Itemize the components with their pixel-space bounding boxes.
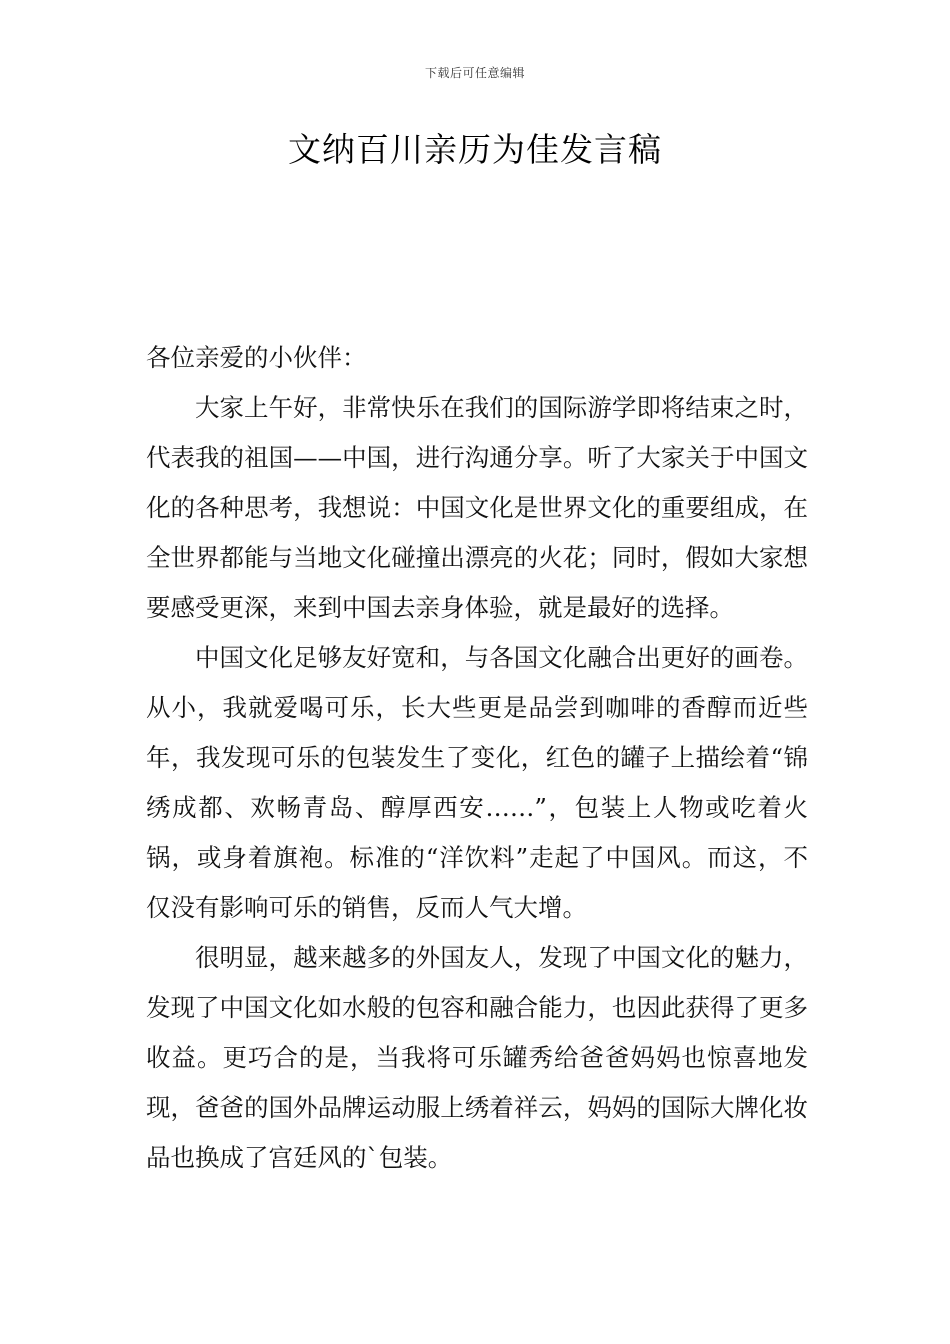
- document-body: [146, 333, 808, 1183]
- document-title: 文纳百川亲历为佳发言稿: [288, 130, 662, 169]
- paragraph-1: 大家上午好，非常快乐在我们的国际游学即将结束之时，代表我的祖国——中国，进行沟通分享。听了大家关于中国文化的各种思考，我想说：中国文化是世界文化的重要组成，在全世界都能与当地文化碰撞出漂亮的火花；同时，假如大家想要感受更深，来到中国去亲身体验，就是最好的选择。: [146, 393, 808, 622]
- salutation: 各位亲爱的小伙伴：: [146, 343, 367, 372]
- header-note: 下载后可任意编辑: [424, 66, 525, 80]
- paragraph-3: 很明显，越来越多的外国友人，发现了中国文化的魅力，发现了中国文化如水般的包容和融合能力，也因此获得了更多收益。更巧合的是，当我将可乐罐秀给爸爸妈妈也惊喜地发现，爸爸的国外品牌运动服上绣着祥云，妈妈的国际大牌化妆品也换成了宫廷风的`包装。: [146, 943, 808, 1172]
- paragraph-2: 中国文化足够友好宽和，与各国文化融合出更好的画卷。从小，我就爱喝可乐，长大些更是品尝到咖啡的香醇而近些年，我发现可乐的包装发生了变化，红色的罐子上描绘着“锦绣成都、欢畅青岛、醇厚西安……”，包装上人物或吃着火锅，或身着旗袍。标准的“洋饮料”走起了中国风。而这，不仅没有影响可乐的销售，反而人气大增。: [146, 643, 808, 922]
